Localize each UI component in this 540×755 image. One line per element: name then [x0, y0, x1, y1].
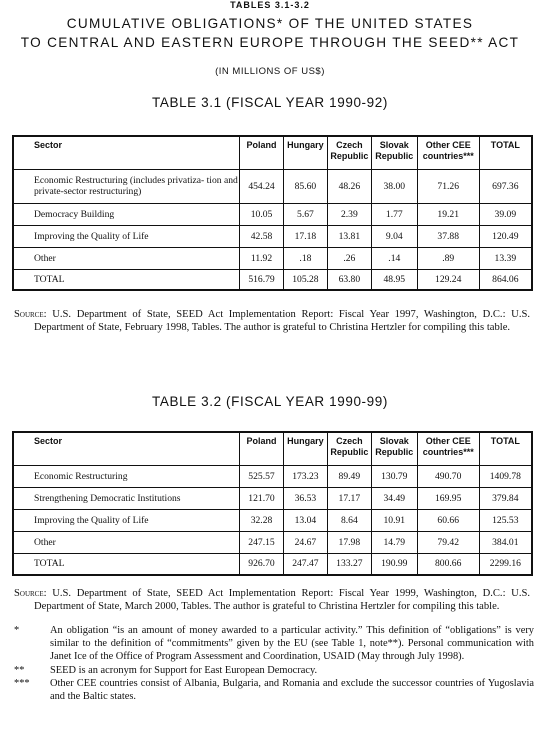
table-3-2: [12, 431, 533, 576]
table-3-1-source: [14, 308, 530, 335]
source-text: U.S. Department of State, SEED Act Implementation Report: Fiscal Year 1997, Washington, D.C.: U.S. Department of State, February 1998, Tables. The author is grateful to Christina Hertzler for compiling this table.: [34, 309, 531, 334]
main-title-line-1: CUMULATIVE OBLIGATIONS* OF THE UNITED STATES: [66, 16, 474, 31]
table-cell: Economic Restructuring: [13, 465, 240, 487]
table-cell: 17.18: [283, 225, 327, 247]
table-cell: 247.47: [283, 553, 327, 575]
table-cell: 63.80: [327, 269, 371, 290]
table-cell: 379.84: [479, 487, 532, 509]
table-cell: 24.67: [283, 531, 327, 553]
table-row: [13, 509, 532, 531]
table-row-total: [13, 269, 532, 290]
column-header-sector: Sector: [13, 136, 240, 169]
table-cell: 17.17: [327, 487, 371, 509]
table-cell: Democracy Building: [13, 203, 240, 225]
footnote-mark: **: [14, 664, 25, 676]
column-header-other-cee: Other CEE countries***: [417, 432, 479, 465]
table-cell: 516.79: [240, 269, 284, 290]
table-cell: 525.57: [240, 465, 284, 487]
column-header-total: TOTAL: [479, 432, 532, 465]
table-cell: 36.53: [283, 487, 327, 509]
table-cell: 130.79: [371, 465, 417, 487]
footnote: [14, 664, 534, 677]
table-cell: TOTAL: [13, 269, 240, 290]
column-header-slovak-republic: Slovak Republic: [371, 432, 417, 465]
table-row: [13, 247, 532, 269]
column-header-slovak-republic: Slovak Republic: [371, 136, 417, 169]
table-cell: 125.53: [479, 509, 532, 531]
column-header-poland: Poland: [240, 432, 284, 465]
table-cell: 39.09: [479, 203, 532, 225]
table-cell: Other: [13, 247, 240, 269]
table-cell: 19.21: [417, 203, 479, 225]
table-cell: 454.24: [240, 169, 284, 203]
table-cell: 120.49: [479, 225, 532, 247]
table-cell: 48.26: [327, 169, 371, 203]
units-label: (IN MILLIONS OF US$): [215, 66, 325, 77]
tables-header-label: TABLES 3.1-3.2: [230, 0, 310, 10]
table-cell: 34.49: [371, 487, 417, 509]
table-cell: Other: [13, 531, 240, 553]
table-cell: .14: [371, 247, 417, 269]
footnote: [14, 677, 534, 703]
column-header-total: TOTAL: [479, 136, 532, 169]
table-cell: 60.66: [417, 509, 479, 531]
column-header-sector: Sector: [13, 432, 240, 465]
table-cell: .26: [327, 247, 371, 269]
table-cell: 697.36: [479, 169, 532, 203]
table-cell: 864.06: [479, 269, 532, 290]
table-cell: 10.05: [240, 203, 284, 225]
footnote-text: SEED is an acronym for Support for East European Democracy.: [50, 664, 318, 676]
table-cell: 384.01: [479, 531, 532, 553]
table-cell: 1.77: [371, 203, 417, 225]
table-cell: 17.98: [327, 531, 371, 553]
footnote-text: Other CEE countries consist of Albania, Bulgaria, and Romania and exclude the successor countries of Yugoslavia and the Baltic states.: [50, 677, 534, 703]
table-cell: 1409.78: [479, 465, 532, 487]
table-cell: 37.88: [417, 225, 479, 247]
table-cell: 5.67: [283, 203, 327, 225]
table-3-2-title: TABLE 3.2 (FISCAL YEAR 1990-99): [152, 394, 388, 409]
table-cell: 14.79: [371, 531, 417, 553]
table-row: [13, 169, 532, 203]
footnote: [14, 624, 534, 664]
table-3-2-header-row: [13, 432, 532, 465]
table-cell: 85.60: [283, 169, 327, 203]
table-row: [13, 531, 532, 553]
table-cell: 129.24: [417, 269, 479, 290]
table-cell: 8.64: [327, 509, 371, 531]
table-cell: TOTAL: [13, 553, 240, 575]
table-cell: 121.70: [240, 487, 284, 509]
table-3-1: [12, 135, 533, 291]
table-cell: 490.70: [417, 465, 479, 487]
table-cell: Economic Restructuring (includes privatiza- tion and private-sector restructuring): [13, 169, 240, 203]
table-cell: 10.91: [371, 509, 417, 531]
table-cell: 169.95: [417, 487, 479, 509]
column-header-hungary: Hungary: [283, 432, 327, 465]
table-3-1-header-row: [13, 136, 532, 169]
table-cell: 42.58: [240, 225, 284, 247]
table-cell: 105.28: [283, 269, 327, 290]
table-cell: 13.39: [479, 247, 532, 269]
table-cell: 800.66: [417, 553, 479, 575]
footnote-mark: ***: [14, 677, 30, 689]
table-cell: 13.04: [283, 509, 327, 531]
table-cell: 11.92: [240, 247, 284, 269]
table-cell: 133.27: [327, 553, 371, 575]
column-header-hungary: Hungary: [283, 136, 327, 169]
column-header-czech-republic: Czech Republic: [327, 432, 371, 465]
table-cell: 89.49: [327, 465, 371, 487]
table-cell: 13.81: [327, 225, 371, 247]
table-cell: Strengthening Democratic Institutions: [13, 487, 240, 509]
table-row: [13, 465, 532, 487]
table-cell: 71.26: [417, 169, 479, 203]
footnotes: [14, 624, 534, 703]
table-row: [13, 487, 532, 509]
table-cell: 190.99: [371, 553, 417, 575]
table-cell: 173.23: [283, 465, 327, 487]
footnote-mark: *: [14, 625, 20, 636]
source-label: Source:: [14, 309, 47, 320]
table-3-1-title: TABLE 3.1 (FISCAL YEAR 1990-92): [152, 95, 388, 110]
column-header-czech-republic: Czech Republic: [327, 136, 371, 169]
table-cell: 79.42: [417, 531, 479, 553]
table-cell: 48.95: [371, 269, 417, 290]
table-cell: 2299.16: [479, 553, 532, 575]
table-row: [13, 225, 532, 247]
table-cell: Improving the Quality of Life: [13, 225, 240, 247]
table-cell: 9.04: [371, 225, 417, 247]
source-label: Source:: [14, 588, 47, 599]
main-title: [0, 14, 540, 52]
table-row-total: [13, 553, 532, 575]
table-cell: 2.39: [327, 203, 371, 225]
column-header-poland: Poland: [240, 136, 284, 169]
table-row: [13, 203, 532, 225]
table-3-2-source: [14, 587, 530, 614]
table-cell: 32.28: [240, 509, 284, 531]
table-cell: 247.15: [240, 531, 284, 553]
column-header-other-cee: Other CEE countries***: [417, 136, 479, 169]
main-title-line-2: TO CENTRAL AND EASTERN EUROPE THROUGH THE SEED** ACT: [20, 35, 520, 50]
table-cell: .89: [417, 247, 479, 269]
table-cell: 926.70: [240, 553, 284, 575]
table-cell: .18: [283, 247, 327, 269]
table-cell: Improving the Quality of Life: [13, 509, 240, 531]
table-cell: 38.00: [371, 169, 417, 203]
source-text: U.S. Department of State, SEED Act Implementation Report: Fiscal Year 1999, Washington, D.C.: U.S. Department of State, March 2000, Tables. The author is grateful to Christina Hertzler for compiling this table.: [34, 588, 531, 613]
footnote-text: An obligation “is an amount of money awarded to a particular activity.” This definition of “obligations” is very similar to the definition of “commitments” given by the EU (see Table 1, note**). Personal communication with Janet Ice of the Office of Program Assessment and Coordination, USAID (May through July 1998).: [50, 625, 534, 663]
